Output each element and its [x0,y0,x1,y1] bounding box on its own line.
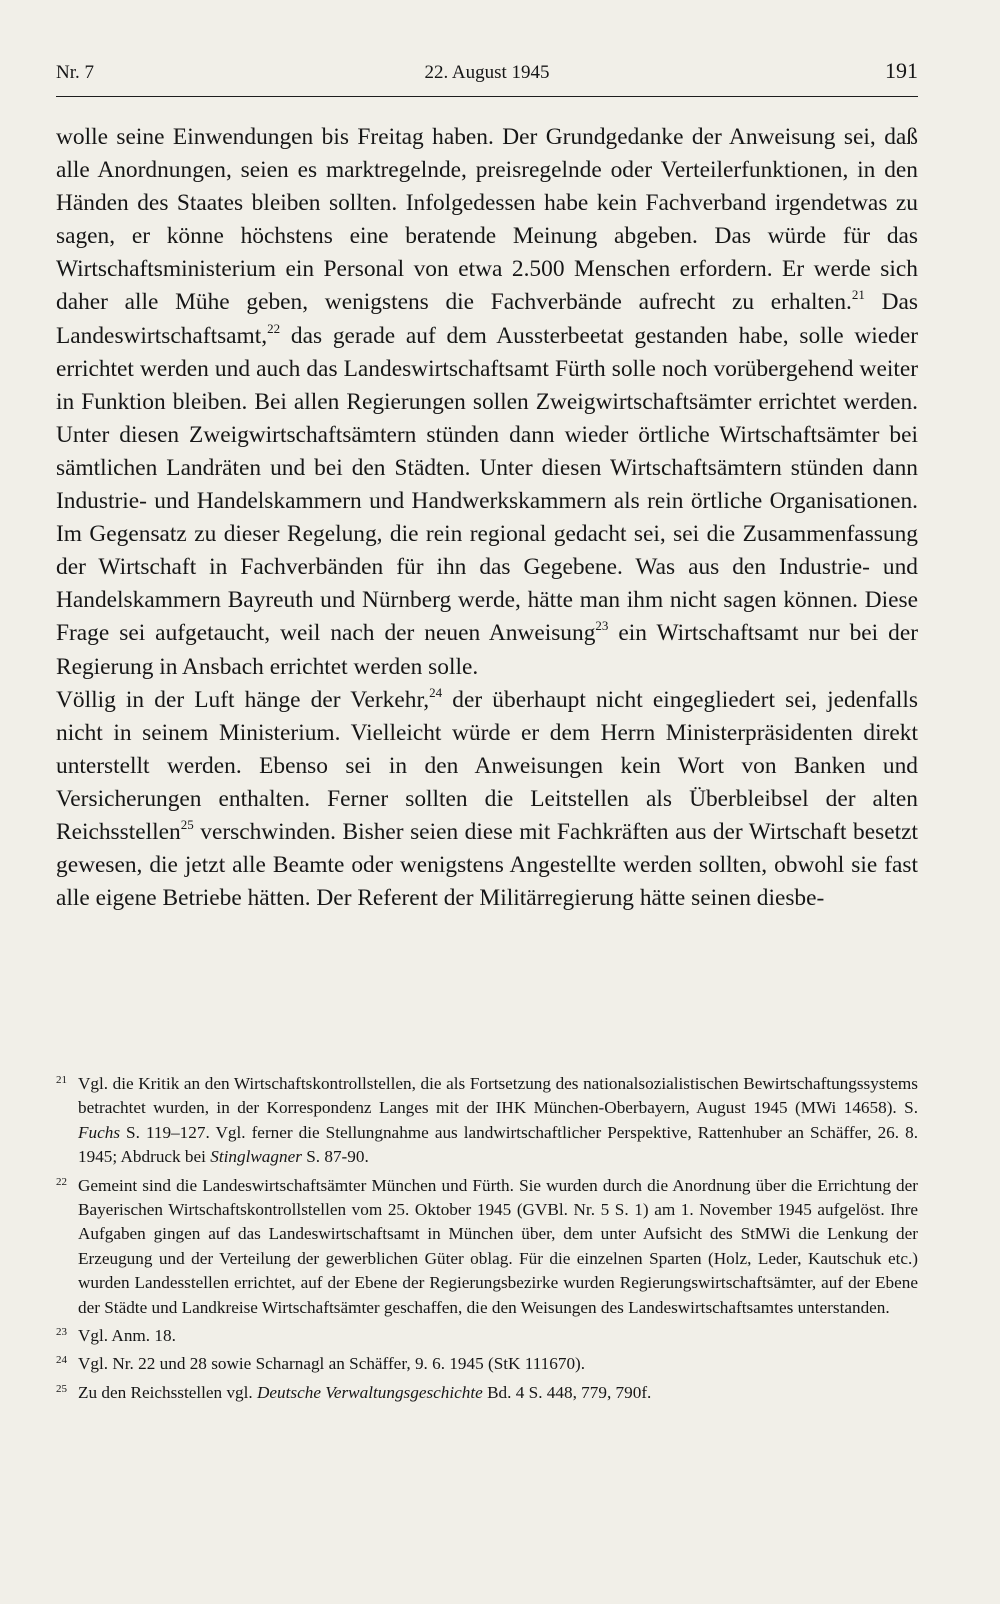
text-run: Das Landeswirtschaftsamt, [56,289,918,349]
text-run: das gerade auf dem Aussterbeetat gestanden habe, solle wieder errichtet werden und auch das Landeswirtschaftsamt Fürth solle noch vorübergehend weiter in Funktion bleiben. Bei allen Regierungen sollen Zweigwirtschaftsämter errichtet werden. Unter diesen Zweigwirtschaftsämtern stünden dann wieder örtliche Wirtschaftsämter bei sämtlichen Landräten und bei den Städten. Unter diesen Wirtschaftsämtern stünden dann Industrie- und Handelskammern und Handwerkskammern als rein örtliche Organisationen. Im Gegensatz zu dieser Regelung, die rein regional gedacht sei, sei die Zusammenfassung der Wirtschaft in Fachverbänden für ihn das Gegebene. Was aus den Industrie- und Handelskammern Bayreuth und Nürnberg werde, hätte man ihm nicht sagen können. Diese Frage sei aufgetaucht, weil nach der neuen Anweisung [56,322,918,647]
footnote-ref-25: 25 [180,816,194,832]
text-run: ein Wirtschaftsamt nur bei der Regierung in Ansbach errichtet werden solle. [56,620,918,680]
footnote-ref-22: 22 [267,320,281,336]
footnote-23 [56,1324,918,1348]
footnote-number: 25 [56,1382,67,1395]
footnote-text: Zu den Reichsstellen vgl. [78,1382,258,1402]
footnote-21 [56,1072,918,1170]
footnote-text: S. 87-90. [301,1147,369,1167]
footnotes [56,1072,918,1409]
text-run: der überhaupt nicht eingegliedert sei, jedenfalls nicht in seinem Ministerium. Vielleicht würde er dem Herrn Ministerpräsidenten direkt unterstellt werden. Ebenso sei in den Anweisungen kein Wort von Banken und Versicherungen enthalten. Ferner sollten die Leitstellen als Überbleibsel der alten Reichsstellen [56,686,918,845]
issue-number: Nr. 7 [56,62,94,83]
paragraph-2 [56,684,918,916]
header-rule [56,96,918,97]
footnote-text: Vgl. Nr. 22 und 28 sowie Scharnagl an Schäffer, 9. 6. 1945 (StK 111670). [78,1354,586,1374]
text-run: Völlig in der Luft hänge der Verkehr, [56,686,430,713]
text-run: verschwinden. Bisher seien diese mit Fachkräften aus der Wirtschaft besetzt gewesen, die jetzt alle Beamte oder wenigstens Angestellte werden sollten, obwohl sie fast alle eigene Betriebe hätten. Der Referent der Militärregierung hätte seinen diesbe- [56,818,918,912]
footnote-text: Vgl. die Kritik an den Wirtschaftskontrollstellen, die als Fortsetzung des nationalsozialistischen Bewirtschaftungssystems betrachtet wurden, in der Korrespondenz Langes mit der IHK München-Oberbayern, August 1945 (MWi 14658). S. [78,1074,918,1118]
paragraph-1 [56,121,918,684]
author-name: Fuchs [78,1122,121,1142]
running-header [56,58,918,94]
header-date: 22. August 1945 [424,62,550,83]
footnote-25 [56,1381,918,1405]
text-run: wolle seine Einwendungen bis Freitag haben. Der Grundgedanke der Anweisung sei, daß alle Anordnungen, seien es marktregelnde, preisregelnde oder Verteilerfunktionen, in den Händen des Staates bleiben sollten. Infolgedessen habe kein Fachverband irgendetwas zu sagen, er könne höchstens eine beratende Meinung abgeben. Das würde für das Wirtschaftsministerium ein Personal von etwa 2.500 Menschen erfordern. Er werde sich daher alle Mühe geben, wenigstens die Fachverbände aufrecht zu erhalten. [56,124,918,316]
book-title: Deutsche Verwaltungsgeschichte [257,1382,483,1402]
footnote-number: 21 [56,1074,67,1086]
footnote-number: 24 [56,1354,67,1367]
footnote-text: Bd. 4 S. 448, 779, 790f. [482,1382,652,1402]
footnote-ref-23: 23 [595,618,609,634]
footnote-number: 23 [56,1326,67,1339]
footnote-24 [56,1352,918,1376]
main-text [56,121,918,915]
footnote-ref-21: 21 [851,287,865,303]
footnote-text: S. 119–127. Vgl. ferner die Stellungnahme aus landwirtschaftlicher Perspektive, Rattenhuber an Schäffer, 26. 8. 1945; Abdruck bei [78,1122,918,1167]
footnote-number: 22 [56,1175,67,1188]
footnote-text: Vgl. Anm. 18. [78,1326,176,1346]
footnote-22 [56,1174,918,1320]
page-number: 191 [885,58,918,83]
author-name: Stinglwagner [210,1147,302,1167]
footnote-ref-24: 24 [429,684,443,700]
footnote-text: Gemeint sind die Landeswirtschaftsämter München und Fürth. Sie wurden durch die Anordnung über die Errichtung der Bayerischen Wirtschaftskontrollstellen vom 25. Oktober 1945 (GVBl. Nr. 5 S. 1) am 1. November 1945 aufgelöst. Ihre Aufgaben gingen auf das Landeswirtschaftsamt in München über, dem unter Aufsicht des StMWi die Lenkung der Erzeugung und der Verteilung der gewerblichen Güter oblag. Für die einzelnen Sparten (Holz, Leder, Kautschuk etc.) wurden Landesstellen errichtet, auf der Ebene der Regierungsbezirke wurden Regierungswirtschaftsämter, auf der Ebene der Städte und Landkreise Wirtschaftsämter geschaffen, die den Weisungen des Landeswirtschaftsamtes unterstanden. [78,1175,918,1317]
